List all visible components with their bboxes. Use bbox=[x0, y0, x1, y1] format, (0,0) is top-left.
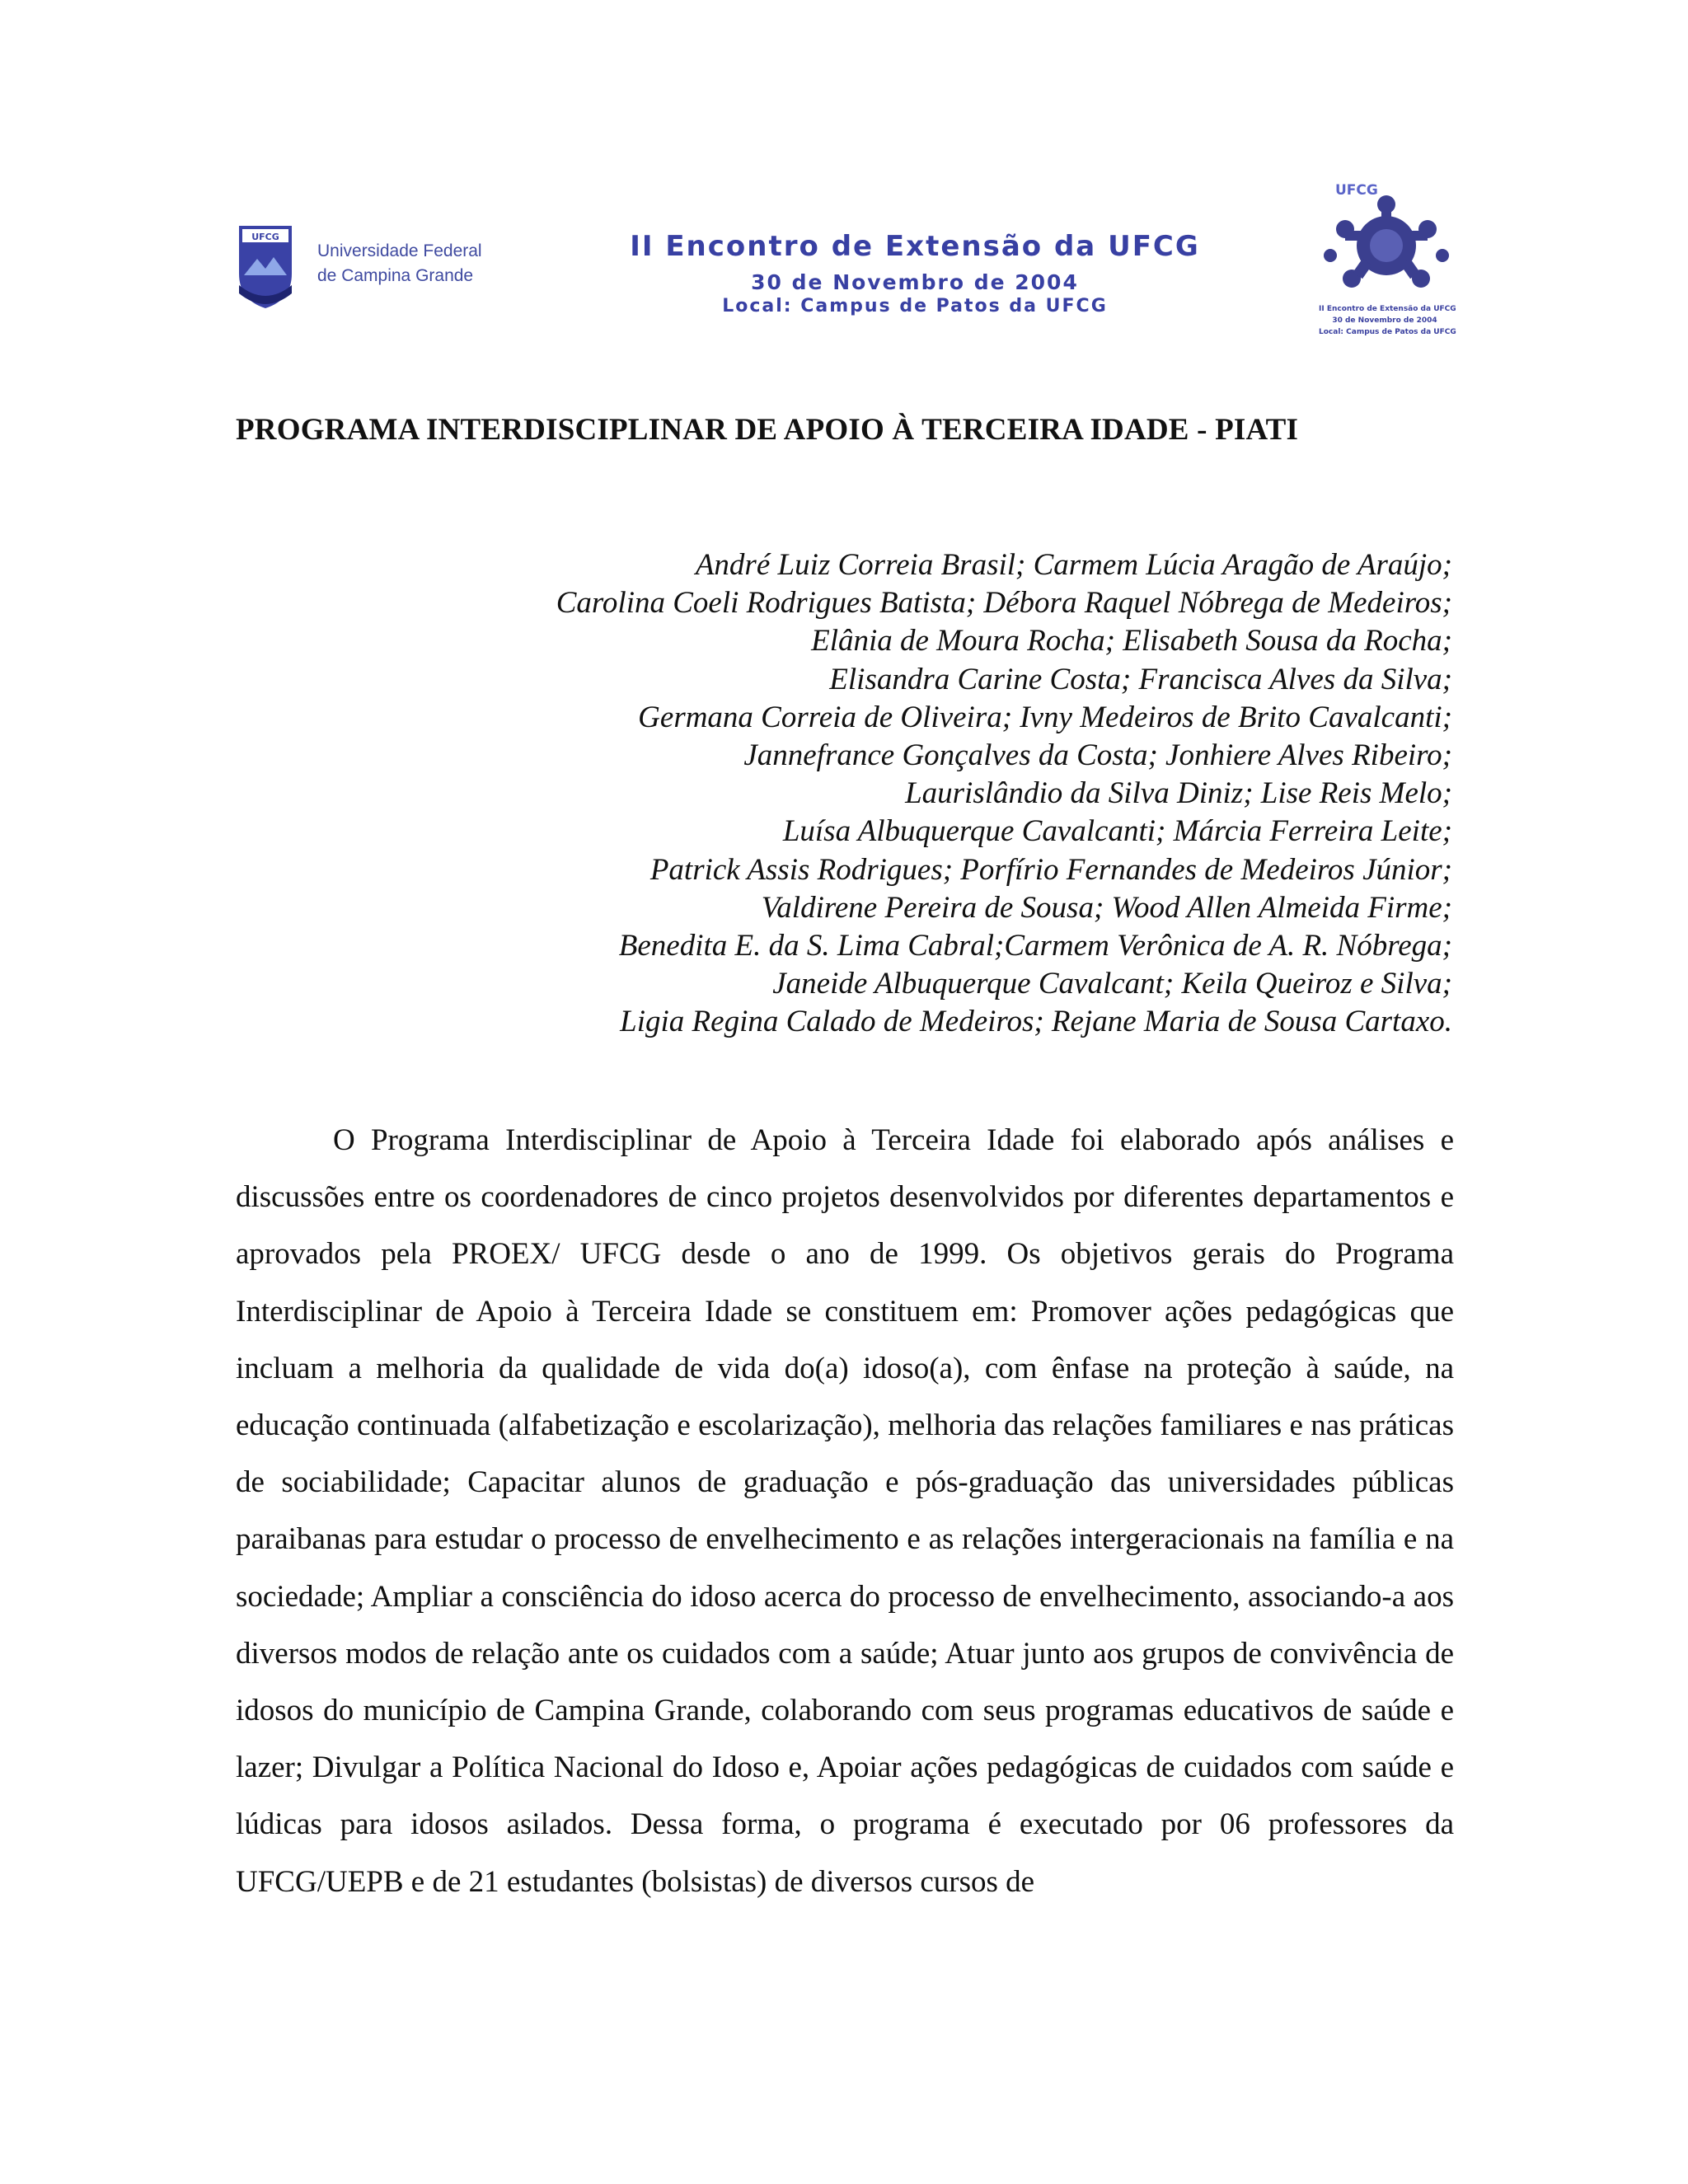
university-abbr: UFCG bbox=[251, 232, 279, 242]
body-paragraph bbox=[236, 1112, 1454, 1910]
document-title: PROGRAMA INTERDISCIPLINAR DE APOIO À TERCEIRA IDADE - PIATI bbox=[236, 413, 1299, 447]
author-line: Benedita E. da S. Lima Cabral;Carmem Verônica de A. R. Nóbrega; bbox=[618, 929, 1452, 963]
university-shield-icon bbox=[236, 224, 295, 310]
university-name-line1: Universidade Federal bbox=[317, 241, 482, 260]
author-line: Elisandra Carine Costa; Francisca Alves da Silva; bbox=[829, 662, 1452, 696]
author-line: Valdirene Pereira de Sousa; Wood Allen Almeida Firme; bbox=[761, 890, 1452, 925]
author-line: André Luiz Correia Brasil; Carmem Lúcia Aragão de Araújo; bbox=[695, 548, 1452, 582]
event-title: II Encontro de Extensão da UFCG bbox=[630, 230, 1200, 263]
header-banner bbox=[231, 181, 1467, 371]
body-text: O Programa Interdisciplinar de Apoio à Terceira Idade foi elaborado após análises e discussões entre os coordenadores de cinco projetos desenvolvidos por diferentes departamentos e aprovados pela PROEX/ UFCG desde o ano de 1999. Os objetivos gerais do Programa Interdisciplinar de Apoio à Terceira Idade se constituem em: Promover ações pedagógicas que incluam a melhoria da qualidade de vida do(a) idoso(a), com ênfase na proteção à saúde, na educação continuada (alfabetização e escolarização), melhoria das relações familiares e nas práticas de sociabilidade; Capacitar alunos de graduação e pós-graduação das universidades públicas paraibanas para estudar o processo de envelhecimento e as relações intergeracionais na família e na sociedade; Ampliar a consciência do idoso acerca do processo de envelhecimento, associando-a aos diversos modos de relação ante os cuidados com a saúde; Atuar junto aos grupos de convivência de idosos do município de Campina Grande, colaborando com seus programas educativos de saúde e lazer; Divulgar a Política Nacional do Idoso e, Apoiar ações pedagógicas de cuidados com saúde e lúdicas para idosos asilados. Dessa forma, o programa é executado por 06 professores da UFCG/UEPB e de 21 estudantes (bolsistas) de diversos cursos de bbox=[236, 1123, 1454, 1899]
university-logo bbox=[231, 224, 495, 323]
event-banner bbox=[602, 229, 1228, 318]
author-line: Laurislândio da Silva Diniz; Lise Reis Melo; bbox=[905, 776, 1452, 811]
author-line: Carolina Coeli Rodrigues Batista; Débora Raquel Nóbrega de Medeiros; bbox=[556, 586, 1452, 621]
emblem-caption-line3: Local: Campus de Patos da UFCG bbox=[1319, 328, 1456, 336]
author-line: Jannefrance Gonçalves da Costa; Jonhiere Alves Ribeiro; bbox=[743, 738, 1452, 773]
author-line: Patrick Assis Rodrigues; Porfírio Fernandes de Medeiros Júnior; bbox=[649, 852, 1452, 887]
author-line: Germana Correia de Oliveira; Ivny Medeiros de Brito Cavalcanti; bbox=[638, 700, 1452, 734]
event-date: 30 de Novembro de 2004 bbox=[751, 270, 1079, 294]
people-star-emblem-icon bbox=[1319, 181, 1467, 305]
author-line: Luísa Albuquerque Cavalcanti; Márcia Ferreira Leite; bbox=[782, 814, 1452, 849]
author-line: Ligia Regina Calado de Medeiros; Rejane Maria de Sousa Cartaxo. bbox=[620, 1005, 1452, 1039]
author-list bbox=[556, 546, 1452, 1042]
emblem-caption-line2: 30 de Novembro de 2004 bbox=[1332, 316, 1437, 325]
author-line: Elânia de Moura Rocha; Elisabeth Sousa da Rocha; bbox=[811, 624, 1452, 658]
event-location: Local: Campus de Patos da UFCG bbox=[722, 296, 1108, 316]
university-name-line2: de Campina Grande bbox=[317, 266, 474, 285]
emblem-tag: UFCG bbox=[1335, 182, 1378, 199]
author-line: Janeide Albuquerque Cavalcant; Keila Queiroz e Silva; bbox=[772, 967, 1452, 1001]
emblem-caption-line1: II Encontro de Extensão da UFCG bbox=[1319, 305, 1456, 313]
event-emblem bbox=[1319, 181, 1467, 371]
